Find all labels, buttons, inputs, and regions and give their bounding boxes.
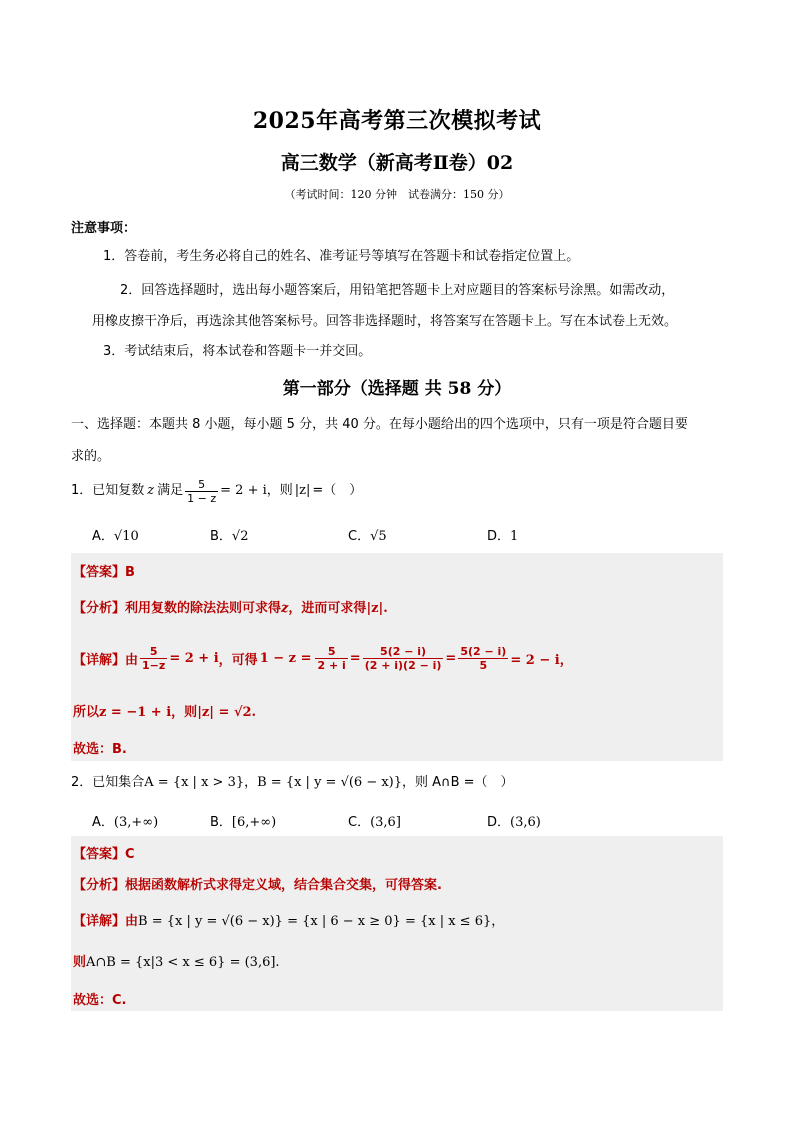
q1-conclusion: 所以z = −1 + i，则|z| = √2. [73, 705, 257, 720]
q1-eq: = 2 + i，则 [220, 483, 293, 498]
q1-detail: 【详解】 由 $\frac{5}{1-z}$ = 2 + i ，可得 1 − z = $\frac{5}{2 + i}$ = $\frac{5(2 - i)}{(2 + i)(2 - i)}$ = $\frac{5(2 - i)}{5}$ = 2 − i， [73, 644, 573, 672]
q1-detail-frac-1: $\frac{5}{1-z}$ [142, 644, 166, 672]
q1-fraction [185, 478, 218, 505]
q2-option-d: D．(3,6) [487, 815, 541, 830]
q1-abs: |z| [294, 483, 311, 498]
q2-set-a: A = {x | x > 3} [144, 775, 245, 790]
exam-subtitle: 高三数学（新高考Ⅱ卷）02 [280, 152, 514, 174]
q2-detail: 【详解】由B = {x | y = √(6 − x)} = {x | 6 − x ≥ 0} = {x | x ≤ 6}， [73, 914, 505, 929]
q1-option-a: A．√10 [92, 529, 139, 544]
q1-var: z [147, 483, 155, 498]
notice-item-2-line1: 2．回答选择题时，选出每小题答案后，用铅笔把答题卡上对应题目的答案标号涂黑。如需改动， [120, 283, 675, 298]
q2-answer: 【答案】C [73, 847, 135, 862]
q1-answer: 【答案】B [73, 565, 135, 580]
q2-analysis: 【分析】根据函数解析式求得定义域，结合集合交集，可得答案. [73, 878, 442, 893]
q2-option-c: C．(3,6] [348, 815, 401, 830]
q2-prefix: 2．已知集合 [71, 775, 145, 790]
q2-option-a: A．(3,+∞) [92, 815, 159, 830]
q1-tail: =（ ） [312, 483, 363, 498]
q2-tail: ，则 A∩B =（ ） [402, 775, 514, 790]
notice-item-2-line2: 用橡皮擦干净后，再选涂其他答案标号。回答非选择题时，将答案写在答题卡上。写在本试卷上无效。 [92, 314, 678, 329]
exam-title: 2025年高考第三次模拟考试 [252, 108, 542, 134]
q2-set-b: ，B = {x | y = √(6 − x)} [244, 775, 403, 790]
question-1 [71, 476, 362, 506]
q1-prefix: 1．已知复数 [71, 483, 145, 498]
q1-analysis: 【分析】利用复数的除法法则可求得z，进而可求得|z|. [73, 601, 388, 616]
q1-option-d: D．1 [487, 529, 519, 544]
q1-frac-num: 5 [198, 477, 206, 491]
notice-title: 注意事项： [71, 221, 137, 236]
notice-item-3: 3．考试结束后，将本试卷和答题卡一并交回。 [103, 344, 372, 359]
question-2 [71, 775, 514, 791]
q1-detail-frac-4: $\frac{5(2 - i)}{5}$ [460, 644, 507, 672]
q1-cond: 满足 [157, 483, 184, 498]
q2-option-b: B．[6,+∞) [210, 815, 277, 830]
q1-option-b: B．√2 [210, 529, 249, 544]
q1-option-c: C．√5 [348, 529, 387, 544]
q1-detail-frac-2: $\frac{5}{2 + i}$ [317, 644, 346, 672]
section-intro-line2: 求的。 [71, 449, 111, 464]
q2-conclusion: 则A∩B = {x|3 < x ≤ 6} = (3,6]. [73, 955, 280, 970]
section-title: 第一部分（选择题 共 58 分） [282, 379, 512, 399]
q1-choose: 故选：B. [73, 742, 127, 757]
q2-choose: 故选：C. [73, 993, 127, 1008]
notice-item-1: 1．答卷前，考生务必将自己的姓名、准考证号等填写在答题卡和试卷指定位置上。 [103, 249, 580, 264]
section-intro-line1: 一、选择题：本题共 8 小题，每小题 5 分，共 40 分。在每小题给出的四个选项中，只有一项是符合题目要 [71, 417, 688, 432]
q1-detail-frac-3: $\frac{5(2 - i)}{(2 + i)(2 - i)}$ [364, 644, 442, 672]
exam-info: （考试时间：120 分钟 试卷满分：150 分） [284, 188, 510, 201]
q1-frac-den: 1 − z [187, 491, 217, 505]
